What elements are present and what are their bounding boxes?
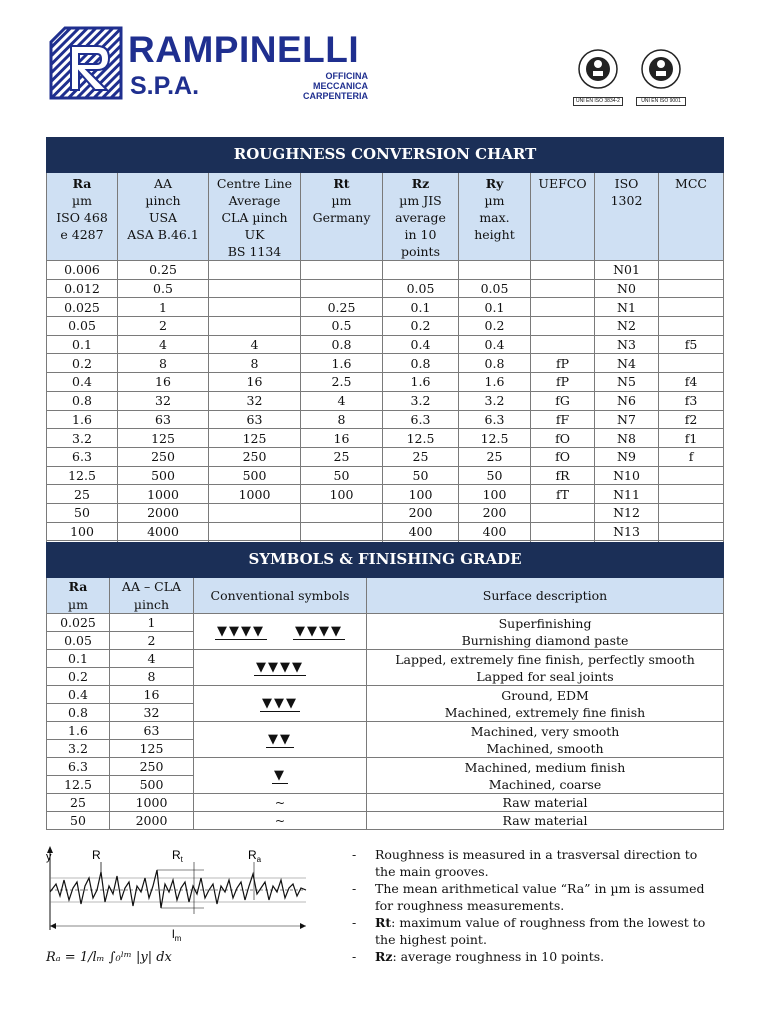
table-cell xyxy=(383,261,459,280)
table-cell: 50 xyxy=(383,466,459,485)
table-cell xyxy=(301,503,383,522)
table-cell xyxy=(209,261,301,280)
brand-subtitle: S.P.A. xyxy=(130,72,200,100)
y-axis-label: y xyxy=(46,851,52,863)
table-cell: 0.8 xyxy=(301,335,383,354)
table-cell: 2.5 xyxy=(301,373,383,392)
table-cell: f4 xyxy=(659,373,724,392)
table-row xyxy=(47,261,724,280)
table-cell: 2 xyxy=(118,317,209,336)
description-header: Surface description xyxy=(367,578,724,614)
table-cell: 0.2 xyxy=(459,317,531,336)
symbol-cell xyxy=(194,686,367,722)
table-cell: 200 xyxy=(459,503,531,522)
table-cell xyxy=(209,503,301,522)
table-cell: 0.1 xyxy=(383,298,459,317)
aa-cell: 125 xyxy=(110,740,194,758)
table-cell: 16 xyxy=(118,373,209,392)
table-cell: N8 xyxy=(595,429,659,448)
table-row xyxy=(47,485,724,504)
table-cell: 0.05 xyxy=(383,279,459,298)
table-row xyxy=(47,429,724,448)
aa-cell: 2000 xyxy=(110,812,194,830)
certification-badge xyxy=(636,42,686,102)
table-cell: 100 xyxy=(301,485,383,504)
aa-cell: 16 xyxy=(110,686,194,704)
table-cell: 0.8 xyxy=(383,354,459,373)
table-cell: N12 xyxy=(595,503,659,522)
table-cell: 50 xyxy=(47,503,118,522)
table-cell xyxy=(531,522,595,541)
table-cell: 25 xyxy=(47,485,118,504)
table-cell: 400 xyxy=(459,522,531,541)
table-cell: 100 xyxy=(383,485,459,504)
ra-cell: 6.3 xyxy=(47,758,110,776)
description-cell: Ground, EDM Machined, extremely fine finish xyxy=(367,686,724,722)
symbol-cell xyxy=(194,614,367,650)
table-cell xyxy=(531,298,595,317)
aa-cell: 250 xyxy=(110,758,194,776)
table-cell: f3 xyxy=(659,391,724,410)
column-header: Centre Line Average CLA µinch UK BS 1134 xyxy=(209,173,301,261)
certification-badge xyxy=(573,42,623,102)
finishing-header-row xyxy=(47,578,724,614)
lm-right-arrow-icon xyxy=(300,923,306,929)
table-cell: 32 xyxy=(209,391,301,410)
symbols-header: Conventional symbols xyxy=(194,578,367,614)
table-cell: f1 xyxy=(659,429,724,448)
table-cell: N3 xyxy=(595,335,659,354)
table-cell: 0.4 xyxy=(383,335,459,354)
table-row xyxy=(47,391,724,410)
table-cell: 2000 xyxy=(118,503,209,522)
table-cell: 0.4 xyxy=(459,335,531,354)
table-row xyxy=(47,410,724,429)
table-cell xyxy=(659,466,724,485)
column-header: ISO 1302 xyxy=(595,173,659,261)
r-label: R xyxy=(92,848,101,862)
table-cell: N7 xyxy=(595,410,659,429)
table-cell: f xyxy=(659,447,724,466)
note-item: - Roughness is measured in a trasversal direction to the main grooves. xyxy=(350,846,720,880)
finishing-title: SYMBOLS & FINISHING GRADE xyxy=(47,543,724,578)
certification-label: UNI EN ISO 3834-2 xyxy=(573,97,623,106)
table-cell: 100 xyxy=(47,522,118,541)
table-row xyxy=(47,522,724,541)
table-cell: 3.2 xyxy=(47,429,118,448)
table-cell: 6.3 xyxy=(383,410,459,429)
table-cell: 1.6 xyxy=(459,373,531,392)
table-cell: N11 xyxy=(595,485,659,504)
ra-cell: 0.025 xyxy=(47,614,110,632)
table-cell: 0.25 xyxy=(301,298,383,317)
table-cell: f5 xyxy=(659,335,724,354)
table-cell xyxy=(659,298,724,317)
aa-cell: 63 xyxy=(110,722,194,740)
finish-triangle-icon: ▼ xyxy=(274,768,286,783)
finishing-grade-table xyxy=(46,542,724,830)
symbol-cell xyxy=(194,722,367,758)
ra-cell: 0.1 xyxy=(47,650,110,668)
certification-seal-icon xyxy=(573,42,623,92)
ra-cell: 25 xyxy=(47,794,110,812)
table-cell: 8 xyxy=(209,354,301,373)
table-cell xyxy=(301,522,383,541)
table-cell: 1.6 xyxy=(301,354,383,373)
aa-cell: 1000 xyxy=(110,794,194,812)
finish-triangle-icon: ▼▼▼ xyxy=(262,696,298,711)
finish-triangle-icon: ▼▼▼▼ xyxy=(295,624,343,639)
table-cell xyxy=(531,335,595,354)
table-cell: 12.5 xyxy=(383,429,459,448)
table-row xyxy=(47,614,724,632)
table-cell: 0.012 xyxy=(47,279,118,298)
table-cell: 4 xyxy=(118,335,209,354)
table-cell xyxy=(531,317,595,336)
header xyxy=(0,0,768,130)
table-cell: N5 xyxy=(595,373,659,392)
table-row xyxy=(47,722,724,740)
aa-cell: 8 xyxy=(110,668,194,686)
roughness-conversion-table xyxy=(46,137,724,560)
ra-cell: 1.6 xyxy=(47,722,110,740)
table-cell xyxy=(301,261,383,280)
rampinelli-logo-icon xyxy=(47,24,125,102)
symbol-cell xyxy=(194,650,367,686)
table-cell: N6 xyxy=(595,391,659,410)
table-cell xyxy=(659,279,724,298)
table-cell xyxy=(209,317,301,336)
certification-label: UNI EN ISO 9001 xyxy=(636,97,686,106)
table-cell xyxy=(531,279,595,298)
table-cell: 100 xyxy=(459,485,531,504)
table-cell: 0.25 xyxy=(118,261,209,280)
brand-name: RAMPINELLI xyxy=(128,29,360,70)
column-header: Ra µm ISO 468 e 4287 xyxy=(47,173,118,261)
table-cell xyxy=(531,503,595,522)
table-cell: 0.4 xyxy=(47,373,118,392)
lm-left-arrow-icon xyxy=(50,923,56,929)
table-cell: fF xyxy=(531,410,595,429)
table-cell: 4 xyxy=(209,335,301,354)
aa-cell: 2 xyxy=(110,632,194,650)
brand-tagline xyxy=(292,71,368,101)
table-row xyxy=(47,466,724,485)
symbol-cell xyxy=(194,758,367,794)
desc-cell: Raw material xyxy=(367,812,724,830)
table-cell xyxy=(209,298,301,317)
table-cell: 250 xyxy=(118,447,209,466)
table-cell: 25 xyxy=(301,447,383,466)
table-cell: 0.006 xyxy=(47,261,118,280)
ra-label: $R_a$ xyxy=(248,848,262,864)
table-cell: 250 xyxy=(209,447,301,466)
table-cell: 0.2 xyxy=(383,317,459,336)
symbol-cell: ~ xyxy=(194,794,367,812)
table-row xyxy=(47,447,724,466)
finish-triangle-icon: ▼▼ xyxy=(268,732,292,747)
table-cell: N0 xyxy=(595,279,659,298)
table-row xyxy=(47,758,724,776)
table-cell: 63 xyxy=(209,410,301,429)
ra-cell: 0.4 xyxy=(47,686,110,704)
symbol-cell: ~ xyxy=(194,812,367,830)
table-cell: 6.3 xyxy=(47,447,118,466)
note-item: - Rt: maximum value of roughness from the lowest to the highest point. xyxy=(350,914,720,948)
note-item: - The mean arithmetical value “Ra” in µm is assumed for roughness measurements. xyxy=(350,880,720,914)
table-cell: 8 xyxy=(301,410,383,429)
tagline-line: CARPENTERIA xyxy=(302,91,368,101)
certification-seal-icon xyxy=(636,42,686,92)
table-cell: N1 xyxy=(595,298,659,317)
table-cell: fP xyxy=(531,373,595,392)
lm-label: $l_m$ xyxy=(172,927,182,943)
ra-header: Ra µm xyxy=(47,578,110,614)
ra-cell: 3.2 xyxy=(47,740,110,758)
table-cell: fO xyxy=(531,447,595,466)
table-cell: 0.5 xyxy=(118,279,209,298)
table-cell: 500 xyxy=(209,466,301,485)
column-header: AA µinch USA ASA B.46.1 xyxy=(118,173,209,261)
table-cell: 63 xyxy=(118,410,209,429)
table-cell: 0.8 xyxy=(459,354,531,373)
table-row xyxy=(47,335,724,354)
ra-cell: 0.8 xyxy=(47,704,110,722)
table-cell: fR xyxy=(531,466,595,485)
table-cell: 0.5 xyxy=(301,317,383,336)
table-cell: 3.2 xyxy=(459,391,531,410)
tagline-line: MECCANICA xyxy=(313,81,368,91)
table-cell: 0.05 xyxy=(47,317,118,336)
table-cell xyxy=(531,261,595,280)
aa-header: AA – CLA µinch xyxy=(110,578,194,614)
table-cell: 12.5 xyxy=(459,429,531,448)
ra-cell: 0.05 xyxy=(47,632,110,650)
column-header: Rt µm Germany xyxy=(301,173,383,261)
finish-triangle-icon: ▼▼▼▼ xyxy=(217,624,265,639)
table-cell: 1000 xyxy=(209,485,301,504)
desc-cell: Raw material xyxy=(367,794,724,812)
table-cell: 6.3 xyxy=(459,410,531,429)
table-cell: N10 xyxy=(595,466,659,485)
table-cell: 16 xyxy=(301,429,383,448)
table-row xyxy=(47,298,724,317)
table-row xyxy=(47,686,724,704)
table-cell: N9 xyxy=(595,447,659,466)
column-header: MCC xyxy=(659,173,724,261)
table-cell xyxy=(659,485,724,504)
description-cell: Machined, very smooth Machined, smooth xyxy=(367,722,724,758)
table-cell: 12.5 xyxy=(47,466,118,485)
table-row xyxy=(47,317,724,336)
table-cell: 0.025 xyxy=(47,298,118,317)
table-row xyxy=(47,279,724,298)
table-cell: 1.6 xyxy=(47,410,118,429)
ra-formula: Rₐ = 1/lₘ ∫₀ˡᵐ |y| dx xyxy=(46,950,172,965)
table-cell xyxy=(659,503,724,522)
table-cell: 1000 xyxy=(118,485,209,504)
table-cell: 4000 xyxy=(118,522,209,541)
table-cell: 8 xyxy=(118,354,209,373)
table-cell: 32 xyxy=(118,391,209,410)
table-cell: 0.05 xyxy=(459,279,531,298)
table-row xyxy=(47,794,724,812)
table-cell: 200 xyxy=(383,503,459,522)
description-cell: Lapped, extremely fine finish, perfectly smooth Lapped for seal joints xyxy=(367,650,724,686)
table-cell: N2 xyxy=(595,317,659,336)
aa-cell: 500 xyxy=(110,776,194,794)
description-cell: Superfinishing Burnishing diamond paste xyxy=(367,614,724,650)
tagline-line: OFFICINA xyxy=(325,71,368,81)
table-row xyxy=(47,354,724,373)
table-cell: 3.2 xyxy=(383,391,459,410)
table-cell: 1 xyxy=(118,298,209,317)
table-cell: 4 xyxy=(301,391,383,410)
aa-cell: 32 xyxy=(110,704,194,722)
table-cell: N13 xyxy=(595,522,659,541)
notes-list xyxy=(350,846,720,965)
table-cell: fG xyxy=(531,391,595,410)
table-cell: 25 xyxy=(383,447,459,466)
column-header: Ry µm max. height xyxy=(459,173,531,261)
chart-header-row xyxy=(47,173,724,261)
table-cell: 0.2 xyxy=(47,354,118,373)
table-row xyxy=(47,812,724,830)
finish-triangle-icon: ▼▼▼▼ xyxy=(256,660,304,675)
table-cell xyxy=(659,317,724,336)
table-cell: N4 xyxy=(595,354,659,373)
table-row xyxy=(47,650,724,668)
note-item: - Rz: average roughness in 10 points. xyxy=(350,948,720,965)
table-cell: N01 xyxy=(595,261,659,280)
table-cell: 0.1 xyxy=(47,335,118,354)
table-cell: 125 xyxy=(209,429,301,448)
aa-cell: 4 xyxy=(110,650,194,668)
column-header: UEFCO xyxy=(531,173,595,261)
table-cell: 500 xyxy=(118,466,209,485)
table-cell: 0.8 xyxy=(47,391,118,410)
aa-cell: 1 xyxy=(110,614,194,632)
table-cell: fO xyxy=(531,429,595,448)
table-cell: 400 xyxy=(383,522,459,541)
column-header: Rz µm JIS average in 10 points xyxy=(383,173,459,261)
ra-cell: 50 xyxy=(47,812,110,830)
table-cell: fT xyxy=(531,485,595,504)
table-cell xyxy=(459,261,531,280)
table-cell xyxy=(659,522,724,541)
table-cell: fP xyxy=(531,354,595,373)
chart-title: ROUGHNESS CONVERSION CHART xyxy=(47,138,724,173)
table-cell xyxy=(659,354,724,373)
table-cell: f2 xyxy=(659,410,724,429)
rt-label: $R_t$ xyxy=(172,848,183,864)
table-cell: 50 xyxy=(459,466,531,485)
table-cell: 16 xyxy=(209,373,301,392)
table-cell: 25 xyxy=(459,447,531,466)
table-cell xyxy=(659,261,724,280)
ra-cell: 0.2 xyxy=(47,668,110,686)
table-cell: 0.1 xyxy=(459,298,531,317)
table-cell: 50 xyxy=(301,466,383,485)
table-cell xyxy=(301,279,383,298)
table-row xyxy=(47,503,724,522)
table-cell: 1.6 xyxy=(383,373,459,392)
table-cell xyxy=(209,522,301,541)
table-row xyxy=(47,373,724,392)
table-cell xyxy=(209,279,301,298)
table-cell: 125 xyxy=(118,429,209,448)
description-cell: Machined, medium finish Machined, coarse xyxy=(367,758,724,794)
ra-cell: 12.5 xyxy=(47,776,110,794)
